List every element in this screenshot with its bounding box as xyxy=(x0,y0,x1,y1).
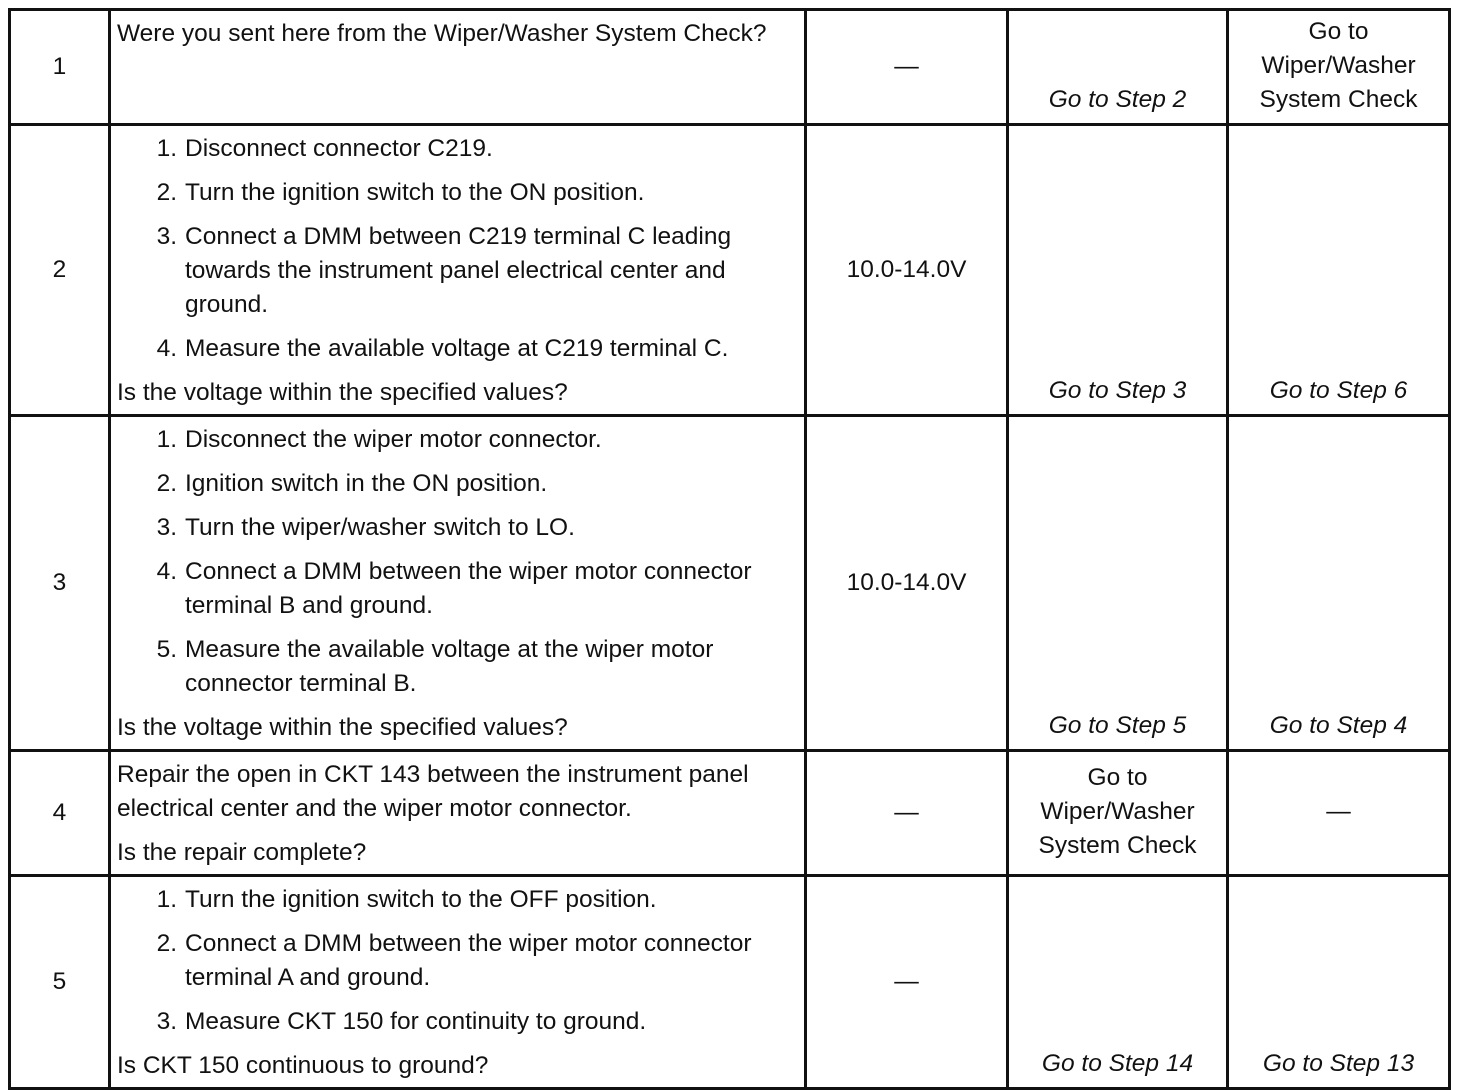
action-item-number: 4. xyxy=(156,558,177,585)
action-item-text: Connect a DMM between the wiper motor connector terminal B and ground. xyxy=(185,558,752,619)
action-cell xyxy=(110,125,806,416)
action-item xyxy=(117,883,796,917)
action-item-text: Turn the ignition switch to the OFF position. xyxy=(185,886,657,913)
action-item-text: Disconnect the wiper motor connector. xyxy=(185,426,602,453)
action-item-text: Turn the ignition switch to the ON position. xyxy=(185,179,645,206)
action-item-number: 2. xyxy=(156,930,177,957)
no-cell: Go to Step 4 xyxy=(1228,416,1450,751)
no-cell: Go to Wiper/Washer System Check xyxy=(1228,10,1450,125)
action-list xyxy=(117,132,796,366)
action-text: Were you sent here from the Wiper/Washer System Check? xyxy=(117,20,767,47)
action-cell xyxy=(110,751,806,876)
action-item xyxy=(117,555,796,623)
action-item-number: 2. xyxy=(156,470,177,497)
action-item xyxy=(117,633,796,701)
table-row xyxy=(10,876,1450,1089)
action-cell xyxy=(110,10,806,125)
action-item-number: 2. xyxy=(156,179,177,206)
action-item-number: 4. xyxy=(156,335,177,362)
action-item-number: 3. xyxy=(156,514,177,541)
action-item-text: Measure the available voltage at C219 terminal C. xyxy=(185,335,729,362)
step-number: 3 xyxy=(10,416,110,751)
yes-cell: Go to Wiper/Washer System Check xyxy=(1008,751,1228,876)
action-item xyxy=(117,132,796,166)
value-cell: 10.0-14.0V xyxy=(806,416,1008,751)
action-list xyxy=(117,423,796,701)
step-number: 4 xyxy=(10,751,110,876)
action-item-text: Connect a DMM between the wiper motor connector terminal A and ground. xyxy=(185,930,752,991)
no-cell: Go to Step 13 xyxy=(1228,876,1450,1089)
action-item-number: 1. xyxy=(156,886,177,913)
yes-cell: Go to Step 5 xyxy=(1008,416,1228,751)
action-question: Is CKT 150 continuous to ground? xyxy=(117,1052,489,1079)
value-cell: 10.0-14.0V xyxy=(806,125,1008,416)
action-item-number: 3. xyxy=(156,223,177,250)
action-text: Repair the open in CKT 143 between the instrument panel electrical center and the wiper motor connector. xyxy=(117,761,749,822)
yes-cell: Go to Step 3 xyxy=(1008,125,1228,416)
table-row xyxy=(10,125,1450,416)
action-item xyxy=(117,1005,796,1039)
action-text: Is the repair complete? xyxy=(117,839,367,866)
action-item-text: Measure the available voltage at the wiper motor connector terminal B. xyxy=(185,636,714,697)
action-item-number: 3. xyxy=(156,1008,177,1035)
action-item-number: 1. xyxy=(156,135,177,162)
yes-cell: Go to Step 14 xyxy=(1008,876,1228,1089)
action-item-text: Disconnect connector C219. xyxy=(185,135,493,162)
action-item xyxy=(117,423,796,457)
action-item-text: Connect a DMM between C219 terminal C leading towards the instrument panel electrical center and ground. xyxy=(185,223,732,318)
action-list xyxy=(117,883,796,1039)
action-item xyxy=(117,467,796,501)
value-cell: — xyxy=(806,751,1008,876)
table-row xyxy=(10,751,1450,876)
yes-cell: Go to Step 2 xyxy=(1008,10,1228,125)
action-item-text: Ignition switch in the ON position. xyxy=(185,470,548,497)
table-row xyxy=(10,10,1450,125)
action-item-text: Turn the wiper/washer switch to LO. xyxy=(185,514,575,541)
action-item-text: Measure CKT 150 for continuity to ground. xyxy=(185,1008,647,1035)
no-cell: Go to Step 6 xyxy=(1228,125,1450,416)
action-item xyxy=(117,511,796,545)
table-row xyxy=(10,416,1450,751)
diagnostic-table xyxy=(8,8,1451,1090)
action-item xyxy=(117,176,796,210)
action-question: Is the voltage within the specified values? xyxy=(117,379,568,406)
action-cell xyxy=(110,876,806,1089)
value-cell: — xyxy=(806,876,1008,1089)
no-cell: — xyxy=(1228,751,1450,876)
step-number: 1 xyxy=(10,10,110,125)
action-cell xyxy=(110,416,806,751)
step-number: 5 xyxy=(10,876,110,1089)
action-item-number: 1. xyxy=(156,426,177,453)
action-item xyxy=(117,332,796,366)
action-item xyxy=(117,220,796,322)
action-question: Is the voltage within the specified values? xyxy=(117,714,568,741)
step-number: 2 xyxy=(10,125,110,416)
action-item-number: 5. xyxy=(156,636,177,663)
value-cell: — xyxy=(806,10,1008,125)
action-item xyxy=(117,927,796,995)
